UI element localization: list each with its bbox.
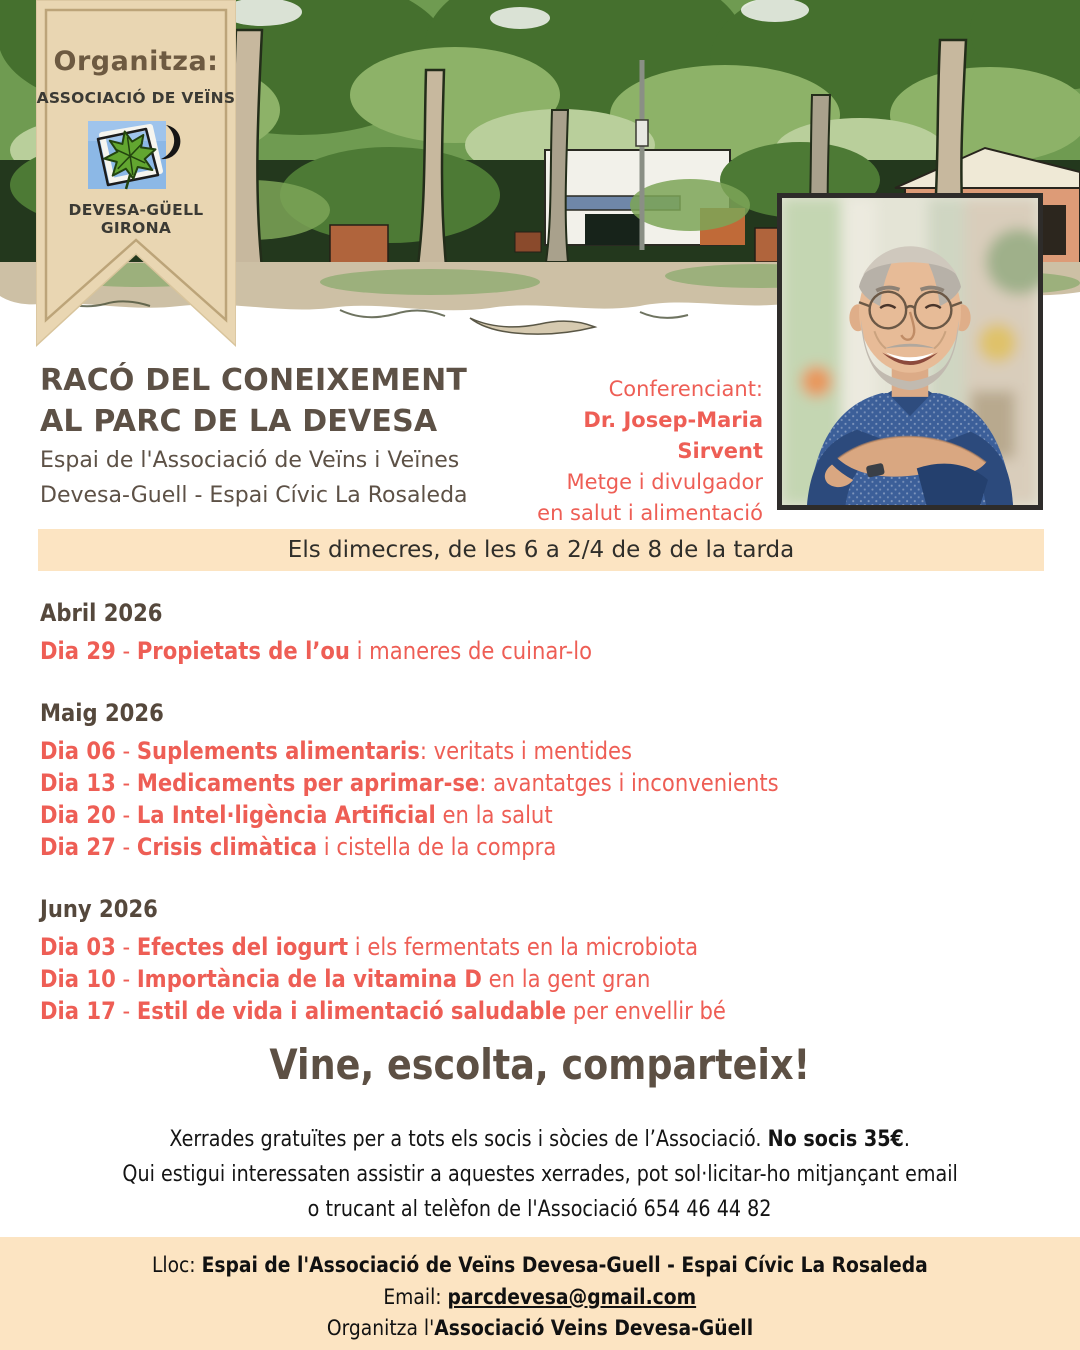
time-banner-text: Els dimecres, de les 6 a 2/4 de 8 de la tarda	[287, 537, 795, 563]
schedule-item	[40, 767, 879, 799]
item-topic: Crisis climàtica	[136, 833, 318, 861]
item-separator: -	[115, 801, 137, 829]
month-block-maig	[40, 697, 879, 863]
organiser-ribbon	[36, 0, 236, 350]
item-rest: en la salut	[435, 801, 553, 829]
item-topic: Efectes del iogurt	[136, 933, 349, 961]
organiser-label: Organitza l'	[326, 1316, 435, 1341]
schedule-item	[40, 635, 879, 667]
page-title-line2: AL PARC DE LA DEVESA	[40, 404, 438, 439]
item-rest: en la gent gran	[481, 965, 651, 993]
cta-heading	[0, 1040, 1080, 1089]
item-separator: -	[115, 997, 137, 1025]
item-separator: -	[115, 637, 137, 665]
item-day: Dia 03	[40, 933, 116, 961]
maple-leaf-logo-icon	[86, 115, 186, 195]
item-topic: Estil de vida i alimentació saludable	[136, 997, 567, 1025]
speaker-name-line2: Sirvent	[677, 439, 763, 463]
month-heading	[40, 893, 879, 925]
schedule-item	[40, 931, 879, 963]
footer	[0, 1237, 1080, 1350]
item-rest: i els fermentats en la microbiota	[348, 933, 699, 961]
item-separator: -	[115, 965, 137, 993]
subtitle-line2: Devesa-Guell - Espai Cívic La Rosaleda	[40, 483, 468, 508]
item-rest: : avantatges i inconvenients	[479, 769, 779, 797]
info-line2: Qui estigui interessaten assistir a aquestes xerrades, pot sol·licitar-ho mitjançant email	[122, 1162, 958, 1187]
info-line1-end: .	[904, 1127, 911, 1152]
maple-leaf-logo-art	[86, 115, 186, 195]
info-line1-normal: Xerrades gratuïtes per a tots els socis i sòcies de l’Associació.	[169, 1127, 768, 1152]
schedule-item	[40, 735, 879, 767]
item-day: Dia 13	[40, 769, 116, 797]
info-line1-bold: No socis 35€	[767, 1127, 905, 1152]
item-topic: Importància de la vitamina D	[136, 965, 482, 993]
item-day: Dia 10	[40, 965, 116, 993]
item-rest: i maneres de cuinar-lo	[349, 637, 593, 665]
cta-text: Vine, escolta, comparteix!	[269, 1040, 811, 1089]
speaker-role-line1: Metge i divulgador	[566, 470, 763, 494]
speaker-label: Conferenciant:	[608, 377, 763, 401]
item-separator: -	[115, 933, 137, 961]
item-rest: per envellir bé	[566, 997, 726, 1025]
footer-organiser-line	[0, 1313, 1080, 1345]
speaker-portrait-art	[782, 198, 1038, 505]
email-link[interactable]: parcdevesa@gmail.com	[447, 1284, 697, 1310]
organitza-label: Organitza:	[53, 46, 219, 77]
email-label: Email:	[383, 1284, 448, 1310]
time-banner	[38, 529, 1044, 571]
page-title-line1: RACÓ DEL CONEIXEMENT	[40, 363, 468, 398]
item-separator: -	[115, 833, 137, 861]
item-separator: -	[115, 769, 137, 797]
month-heading-text: Abril 2026	[40, 599, 163, 627]
month-heading	[40, 697, 879, 729]
schedule-item	[40, 799, 879, 831]
schedule-item	[40, 831, 879, 863]
month-heading	[40, 597, 879, 629]
month-heading-text: Maig 2026	[40, 699, 164, 727]
item-day: Dia 06	[40, 737, 116, 765]
info-line1	[0, 1122, 1080, 1157]
item-topic: Propietats de l’ou	[136, 637, 350, 665]
item-separator: -	[115, 737, 137, 765]
footer-location-line	[0, 1250, 1080, 1282]
title-block	[40, 360, 468, 512]
speaker-photo	[777, 193, 1043, 510]
item-day: Dia 20	[40, 801, 116, 829]
item-topic: Suplements alimentaris	[136, 737, 420, 765]
item-rest: : veritats i mentides	[419, 737, 633, 765]
footer-email-line	[0, 1282, 1080, 1314]
location-value: Espai de l'Associació de Veïns Devesa-Guell - Espai Cívic La Rosaleda	[201, 1253, 928, 1278]
item-day: Dia 27	[40, 833, 116, 861]
info-line3: o trucant al telèfon de l'Associació 654 46 44 82	[308, 1197, 772, 1222]
speaker-block	[443, 374, 763, 529]
info-paragraph	[0, 1122, 1080, 1227]
association-name-top: ASSOCIACIÓ DE VEÏNS	[36, 89, 236, 107]
item-rest: i cistella de la compra	[317, 833, 557, 861]
item-topic: La Intel·ligència Artificial	[136, 801, 436, 829]
subtitle-line1: Espai de l'Associació de Veïns i Veïnes	[40, 448, 460, 473]
item-day: Dia 17	[40, 997, 116, 1025]
location-label: Lloc:	[152, 1253, 202, 1278]
month-heading-text: Juny 2026	[40, 895, 158, 923]
item-day: Dia 29	[40, 637, 116, 665]
item-topic: Medicaments per aprimar-se	[136, 769, 480, 797]
speaker-name-line1: Dr. Josep-Maria	[583, 408, 763, 432]
schedule-item	[40, 995, 879, 1027]
month-block-abril	[40, 597, 879, 667]
speaker-role-line2: en salut i alimentació	[537, 501, 763, 525]
month-block-juny	[40, 893, 879, 1027]
schedule	[40, 597, 879, 1057]
schedule-item	[40, 963, 879, 995]
organiser-value: Associació Veins Devesa-Güell	[434, 1316, 754, 1341]
association-name-bottom: DEVESA-GÜELL GIRONA	[68, 201, 204, 237]
